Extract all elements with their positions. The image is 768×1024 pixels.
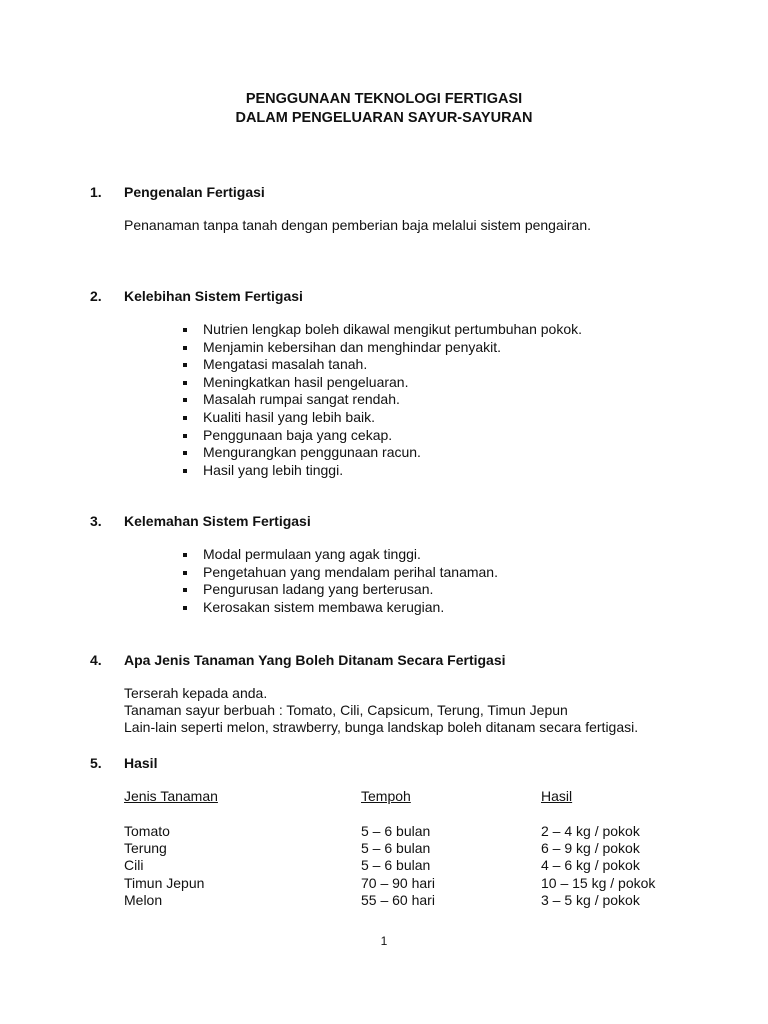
list-item bbox=[180, 546, 498, 564]
section-4-line-2: Tanaman sayur berbuah : Tomato, Cili, Capsicum, Terung, Timun Jepun bbox=[124, 702, 568, 718]
bullet-square-icon bbox=[183, 346, 187, 350]
table-header-duration: Tempoh bbox=[361, 788, 411, 804]
table-cell: 5 – 6 bulan bbox=[361, 857, 431, 873]
table-cell: 70 – 90 hari bbox=[361, 875, 435, 891]
table-cell: 55 – 60 hari bbox=[361, 892, 435, 908]
table-cell: Terung bbox=[124, 840, 167, 856]
list-item bbox=[180, 339, 582, 357]
list-item bbox=[180, 581, 498, 599]
section-4-line-3: Lain-lain seperti melon, strawberry, bunga landskap boleh ditanam secara fertigasi. bbox=[124, 719, 639, 735]
table-cell: 3 – 5 kg / pokok bbox=[541, 892, 640, 908]
list-item bbox=[180, 564, 498, 582]
table-cell: Melon bbox=[124, 892, 163, 908]
table-cell: 5 – 6 bulan bbox=[361, 840, 431, 856]
bullet-square-icon bbox=[183, 588, 187, 592]
bullet-square-icon bbox=[183, 606, 187, 610]
list-item bbox=[180, 427, 582, 445]
bullet-square-icon bbox=[183, 363, 187, 367]
bullet-text: Menjamin kebersihan dan menghindar penyakit. bbox=[203, 338, 502, 355]
table-cell: 4 – 6 kg / pokok bbox=[541, 857, 640, 873]
table-cell: 5 – 6 bulan bbox=[361, 823, 431, 839]
table-header-crop: Jenis Tanaman bbox=[124, 788, 218, 804]
bullet-text: Kerosakan sistem membawa kerugian. bbox=[203, 598, 445, 615]
document-title-line-2: DALAM PENGELUARAN SAYUR-SAYURAN bbox=[235, 110, 533, 126]
table-cell: 2 – 4 kg / pokok bbox=[541, 823, 640, 839]
list-item bbox=[180, 374, 582, 392]
bullet-square-icon bbox=[183, 416, 187, 420]
section-4-line-1: Terserah kepada anda. bbox=[124, 685, 268, 701]
table-cell: Cili bbox=[124, 857, 144, 873]
section-4-heading: Apa Jenis Tanaman Yang Boleh Ditanam Secara Fertigasi bbox=[124, 652, 506, 668]
section-1-paragraph: Penanaman tanpa tanah dengan pemberian baja melalui sistem pengairan. bbox=[124, 217, 591, 233]
section-3-number: 3. bbox=[90, 513, 102, 529]
list-item bbox=[180, 462, 582, 480]
table-cell: Timun Jepun bbox=[124, 875, 205, 891]
section-2-bullet-list bbox=[180, 321, 582, 479]
bullet-square-icon bbox=[183, 328, 187, 332]
list-item bbox=[180, 409, 582, 427]
table-cell: Tomato bbox=[124, 823, 170, 839]
bullet-text: Nutrien lengkap boleh dikawal mengikut pertumbuhan pokok. bbox=[203, 321, 583, 337]
section-3-bullet-list bbox=[180, 546, 498, 616]
section-5-number: 5. bbox=[90, 755, 102, 771]
table-cell: 6 – 9 kg / pokok bbox=[541, 840, 640, 856]
list-item bbox=[180, 444, 582, 462]
bullet-square-icon bbox=[183, 469, 187, 473]
section-1-heading: Pengenalan Fertigasi bbox=[124, 184, 265, 200]
table-header-yield: Hasil bbox=[541, 788, 573, 804]
bullet-square-icon bbox=[183, 434, 187, 438]
section-2-number: 2. bbox=[90, 288, 102, 304]
bullet-text: Pengurusan ladang yang berterusan. bbox=[203, 581, 434, 598]
bullet-square-icon bbox=[183, 553, 187, 557]
bullet-square-icon bbox=[183, 451, 187, 455]
list-item bbox=[180, 391, 582, 409]
bullet-square-icon bbox=[183, 571, 187, 575]
list-item bbox=[180, 356, 582, 374]
section-1-number: 1. bbox=[90, 184, 102, 200]
bullet-text: Meningkatkan hasil pengeluaran. bbox=[203, 373, 409, 390]
page-number: 1 bbox=[380, 934, 388, 948]
bullet-square-icon bbox=[183, 381, 187, 385]
list-item bbox=[180, 321, 582, 339]
document-title-line-1: PENGGUNAAN TEKNOLOGI FERTIGASI bbox=[245, 91, 523, 107]
bullet-text: Modal permulaan yang agak tinggi. bbox=[203, 546, 421, 562]
section-3-heading: Kelemahan Sistem Fertigasi bbox=[124, 513, 311, 529]
bullet-text: Hasil yang lebih tinggi. bbox=[203, 461, 344, 478]
section-5-heading: Hasil bbox=[124, 755, 158, 771]
bullet-text: Mengurangkan penggunaan racun. bbox=[203, 444, 421, 461]
section-4-number: 4. bbox=[90, 652, 102, 668]
bullet-text: Penggunaan baja yang cekap. bbox=[203, 426, 393, 443]
table-cell: 10 – 15 kg / pokok bbox=[541, 875, 656, 891]
bullet-text: Kualiti hasil yang lebih baik. bbox=[203, 408, 375, 425]
section-2-heading: Kelebihan Sistem Fertigasi bbox=[124, 288, 303, 304]
bullet-text: Pengetahuan yang mendalam perihal tanaman. bbox=[203, 563, 498, 580]
bullet-square-icon bbox=[183, 398, 187, 402]
list-item bbox=[180, 599, 498, 617]
bullet-text: Masalah rumpai sangat rendah. bbox=[203, 391, 400, 408]
bullet-text: Mengatasi masalah tanah. bbox=[203, 356, 368, 373]
